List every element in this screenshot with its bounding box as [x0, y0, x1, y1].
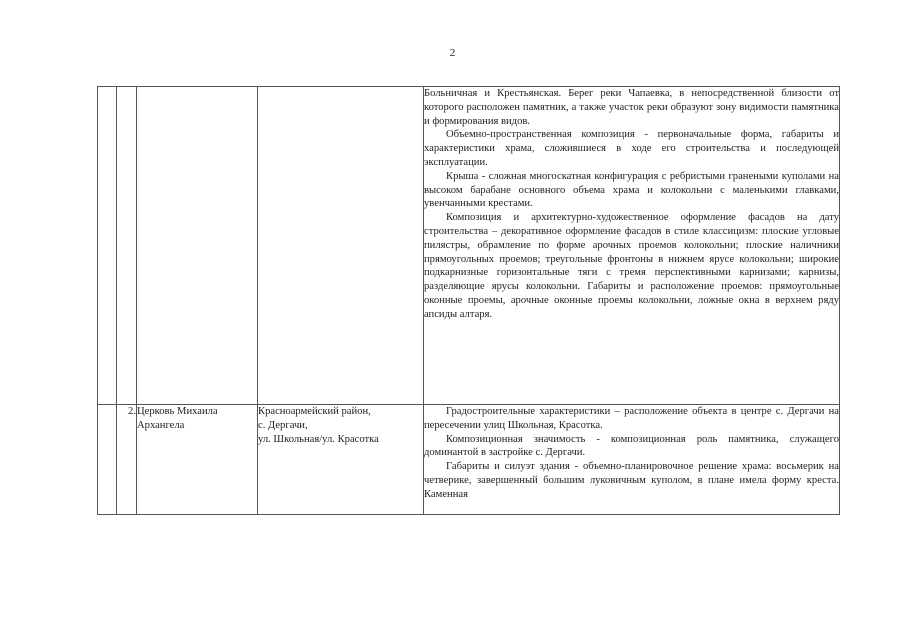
object-location — [258, 405, 424, 515]
location-line: с. Дергачи, — [258, 419, 308, 431]
object-location — [258, 87, 424, 405]
blank-cell — [98, 87, 117, 405]
description-paragraph: Крыша - сложная многоскатная конфигурация с ребристыми гранеными куполами на высоком барабане основного объема храма и колокольни с маленькими главками, увенчанными крестами. — [424, 170, 839, 210]
object-description — [424, 405, 840, 515]
object-name — [137, 87, 258, 405]
row-number: 2. — [117, 405, 137, 515]
description-paragraph: Объемно-пространственная композиция - первоначальные форма, габариты и характеристики храма, сложившиеся в ходе его строительства и последующей эксплуатации. — [424, 129, 839, 168]
row-number — [117, 87, 137, 405]
location-line: Красноармейский район, — [258, 406, 371, 417]
description-paragraph: Больничная и Крестьянская. Берег реки Чапаевка, в непосредственной близости от которого расположен памятник, а также участок реки образуют зону видимости памятника и формирования видов. — [424, 88, 839, 127]
description-paragraph: Композиционная значимость - композиционная роль памятника, служащего доминантой в застройке с. Дергачи. — [424, 433, 839, 459]
description-paragraph: Габариты и силуэт здания - объемно-планировочное решение храма: восьмерик на четверике, завершенный большим луковичным куполом, в плане имела форму креста. Каменная — [424, 461, 839, 500]
page-number: 2 — [449, 47, 456, 59]
table-row — [98, 87, 840, 405]
blank-cell — [98, 405, 117, 515]
table-row — [98, 405, 840, 515]
description-paragraph: Градостроительные характеристики – расположение объекта в центре с. Дергачи на пересечении улиц Школьная, Красотка. — [424, 406, 839, 431]
object-name — [137, 405, 258, 515]
location-line: ул. Школьная/ул. Красотка — [258, 433, 379, 445]
object-description — [424, 87, 840, 405]
object-name-line: Церковь Михаила — [137, 406, 218, 417]
monuments-table — [97, 86, 840, 515]
object-name-line: Архангела — [137, 419, 185, 431]
description-paragraph: Композиция и архитектурно-художественное оформление фасадов на дату строительства – декоративное оформление фасадов в стиле классицизм: плоские угловые пилястры, обрамление по форме арочных проемов колокольни; плоские наличники прямоугольных проемов; треугольные фронтоны в нижнем ярусе колокольни; широкие подкарнизные горизонтальные тяги с тремя перспективными карнизами; карнизы, разделяющие ярусы колокольни. Габариты и расположение проемов: прямоугольные оконные проемы, арочные оконные проемы колокольни, ложные окна в верхнем ряду апсиды алтаря. — [424, 212, 839, 320]
